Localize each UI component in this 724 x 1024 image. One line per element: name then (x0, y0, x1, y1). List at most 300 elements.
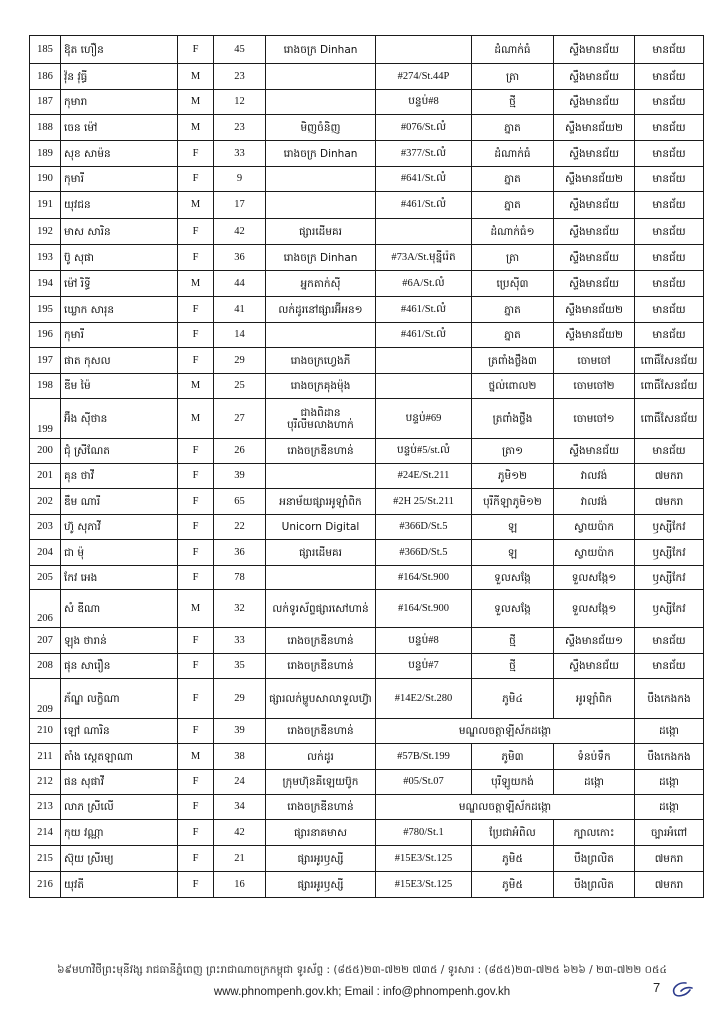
row-number-cell: 207 (30, 628, 61, 654)
age-cell: 27 (214, 399, 266, 439)
workplace-cell: Unicorn Digital (266, 515, 376, 540)
name-cell: ផុន សារឿន (61, 654, 178, 679)
sex-cell: F (178, 515, 214, 540)
table-row (30, 489, 704, 515)
sex-cell: F (178, 872, 214, 898)
house-street-cell (376, 36, 472, 64)
table-row (30, 348, 704, 374)
table-row (30, 744, 704, 770)
village-commune-merged-cell: មណ្ឌលចត្តាឡីស័កដង្កោ (376, 795, 635, 820)
village-cell: ទួលសង្កែ (472, 590, 554, 628)
table-row (30, 36, 704, 64)
row-number-cell: 211 (30, 744, 61, 770)
workplace-cell: រោងចក្រគុងម៉ុង (266, 374, 376, 399)
table-row (30, 245, 704, 271)
name-cell: យុវជន (61, 192, 178, 219)
workplace-cell: រោងចក្រ Dinhan (266, 36, 376, 64)
row-number-cell: 203 (30, 515, 61, 540)
sex-cell: F (178, 795, 214, 820)
table-body (30, 36, 704, 898)
district-cell: ឫស្សីកែវ (635, 540, 704, 566)
sex-cell: F (178, 219, 214, 245)
name-cell: ឌីម ម៉ៃ (61, 374, 178, 399)
village-cell: ភ្នាត (472, 167, 554, 192)
name-cell: ម៉ៅ រិទ្ធី (61, 271, 178, 297)
row-number-cell: 212 (30, 770, 61, 795)
table-row (30, 795, 704, 820)
age-cell: 17 (214, 192, 266, 219)
workplace-cell (266, 167, 376, 192)
commune-cell: វាលវង់ (554, 489, 635, 515)
commune-cell: បឹងព្រលិត (554, 846, 635, 872)
sex-cell: F (178, 770, 214, 795)
workplace-cell: មិញចំនិញ (266, 115, 376, 141)
village-cell: ឡ (472, 515, 554, 540)
house-street-cell: បន្ទប់#8 (376, 90, 472, 115)
table-row (30, 654, 704, 679)
house-street-cell: #164/St.900 (376, 566, 472, 590)
name-cell: ផាត កុសល (61, 348, 178, 374)
age-cell: 25 (214, 374, 266, 399)
district-cell: ៧មករា (635, 464, 704, 489)
name-cell: ផន សុផាវី (61, 770, 178, 795)
row-number-cell: 189 (30, 141, 61, 167)
table-row (30, 90, 704, 115)
workplace-cell: រោងចក្រ Dinhan (266, 141, 376, 167)
commune-cell: ស្ទឹងមានជ័យ (554, 64, 635, 90)
house-street-cell: #461/St.លំ (376, 297, 472, 323)
workplace-cell: ផ្សារនាគមាស (266, 820, 376, 846)
village-cell: ភូមិ៥ (472, 872, 554, 898)
row-number-cell: 186 (30, 64, 61, 90)
house-street-cell: បន្ទប់#7 (376, 654, 472, 679)
commune-cell: ចោមចៅ២ (554, 374, 635, 399)
row-number-cell: 185 (30, 36, 61, 64)
sex-cell: F (178, 654, 214, 679)
district-cell: មានជ័យ (635, 192, 704, 219)
village-cell: ថ្មី (472, 628, 554, 654)
district-cell: មានជ័យ (635, 141, 704, 167)
workplace-cell (266, 566, 376, 590)
table-row (30, 64, 704, 90)
age-cell: 42 (214, 820, 266, 846)
row-number-cell: 204 (30, 540, 61, 566)
commune-cell: ក្បាលកោះ (554, 820, 635, 846)
sex-cell: M (178, 399, 214, 439)
row-number-cell: 199 (30, 399, 61, 439)
commune-cell: ចោមចៅ១ (554, 399, 635, 439)
commune-cell: ទួលសង្កែ១ (554, 590, 635, 628)
village-cell: ថ្មី (472, 654, 554, 679)
sex-cell: F (178, 846, 214, 872)
row-number-cell: 213 (30, 795, 61, 820)
workplace-cell: ជាងពិដាន បុរីលីមលាងហាក់ (266, 399, 376, 439)
commune-cell: ស្ទឹងមានជ័យ (554, 439, 635, 464)
row-number-cell: 195 (30, 297, 61, 323)
district-cell: បឹងកេងកង (635, 679, 704, 719)
patient-register-table (29, 35, 704, 898)
name-cell: ប៊ូ សុផា (61, 245, 178, 271)
commune-cell: ស្ទឹងមានជ័យ (554, 245, 635, 271)
commune-cell: ទំនប់ទឹក (554, 744, 635, 770)
sex-cell: M (178, 374, 214, 399)
workplace-cell (266, 90, 376, 115)
village-cell: ថ្មី (472, 90, 554, 115)
row-number-cell: 197 (30, 348, 61, 374)
commune-cell: ស្ទឹងមានជ័យ១ (554, 628, 635, 654)
village-cell: ត្រា (472, 64, 554, 90)
house-street-cell: #366D/St.5 (376, 540, 472, 566)
name-cell: គុន ថាវី (61, 464, 178, 489)
house-street-cell: #2H 25/St.211 (376, 489, 472, 515)
name-cell: ជុំ ស្រីណែត (61, 439, 178, 464)
age-cell: 39 (214, 719, 266, 744)
workplace-cell: ផ្សារអូរឫស្សី (266, 872, 376, 898)
row-number-cell: 201 (30, 464, 61, 489)
sex-cell: F (178, 719, 214, 744)
sex-cell: M (178, 192, 214, 219)
house-street-cell (376, 219, 472, 245)
name-cell: ឡៅ ណារិន (61, 719, 178, 744)
commune-cell: ស្ទឹងមានជ័យ (554, 192, 635, 219)
age-cell: 41 (214, 297, 266, 323)
house-street-cell: #73A/St.មុន្នីរ៉េត (376, 245, 472, 271)
sex-cell: F (178, 439, 214, 464)
row-number-cell: 187 (30, 90, 61, 115)
row-number-cell: 200 (30, 439, 61, 464)
table-row (30, 679, 704, 719)
row-number-cell: 198 (30, 374, 61, 399)
row-number-cell: 215 (30, 846, 61, 872)
name-cell: កុមារី (61, 167, 178, 192)
row-number-cell: 205 (30, 566, 61, 590)
district-cell: មានជ័យ (635, 245, 704, 271)
age-cell: 14 (214, 323, 266, 348)
commune-cell: ស្ទឹងមានជ័យ (554, 219, 635, 245)
district-cell: បឹងកេងកង (635, 744, 704, 770)
age-cell: 78 (214, 566, 266, 590)
row-number-cell: 196 (30, 323, 61, 348)
name-cell: ជា ម៉ុ (61, 540, 178, 566)
table-row (30, 167, 704, 192)
row-number-cell: 190 (30, 167, 61, 192)
age-cell: 23 (214, 64, 266, 90)
name-cell: តាំង ស្តេតឡាណា (61, 744, 178, 770)
table-row (30, 464, 704, 489)
district-cell: មានជ័យ (635, 439, 704, 464)
name-cell: ឱុត ហឿន (61, 36, 178, 64)
house-street-cell: #164/St.900 (376, 590, 472, 628)
workplace-cell: លក់ទូរស័ព្ទផ្សារសៅហាន់ (266, 590, 376, 628)
district-cell: ពោធិ៍សែនជ័យ (635, 374, 704, 399)
district-cell: ដង្កោ (635, 795, 704, 820)
workplace-cell: រោងចក្រហ្វេងភី (266, 348, 376, 374)
age-cell: 33 (214, 628, 266, 654)
age-cell: 44 (214, 271, 266, 297)
village-cell: ប្រែជាអំពិល (472, 820, 554, 846)
district-cell: មានជ័យ (635, 167, 704, 192)
table-row (30, 323, 704, 348)
table-row (30, 115, 704, 141)
row-number-cell: 194 (30, 271, 61, 297)
village-cell: ឡ (472, 540, 554, 566)
district-cell: មានជ័យ (635, 323, 704, 348)
age-cell: 42 (214, 219, 266, 245)
sex-cell: F (178, 297, 214, 323)
name-cell: កុយ វណ្ណា (61, 820, 178, 846)
row-number-cell: 202 (30, 489, 61, 515)
table-row (30, 846, 704, 872)
village-cell: ភ្នាត (472, 115, 554, 141)
district-cell: មានជ័យ (635, 654, 704, 679)
row-number-cell: 208 (30, 654, 61, 679)
district-cell: មានជ័យ (635, 64, 704, 90)
house-street-cell (376, 374, 472, 399)
commune-cell: ស្ទឹងមានជ័យ២ (554, 115, 635, 141)
table-row (30, 192, 704, 219)
district-cell: ឫស្សីកែវ (635, 515, 704, 540)
row-number-cell: 191 (30, 192, 61, 219)
row-number-cell: 192 (30, 219, 61, 245)
commune-cell: ស្ទឹងមានជ័យ២ (554, 323, 635, 348)
row-number-cell: 188 (30, 115, 61, 141)
village-cell: ភូមិ៥ (472, 846, 554, 872)
commune-cell: បឹងព្រលិត (554, 872, 635, 898)
village-cell: ត្រពាំងថ្លឹង (472, 399, 554, 439)
district-cell: ពោធិ៍សែនជ័យ (635, 348, 704, 374)
district-cell: ៧មករា (635, 872, 704, 898)
sex-cell: F (178, 566, 214, 590)
district-cell: មានជ័យ (635, 297, 704, 323)
district-cell: ឫស្សីកែវ (635, 590, 704, 628)
name-cell: ឡុង ថារាន់ (61, 628, 178, 654)
sex-cell: F (178, 141, 214, 167)
workplace-cell: ផ្សារអូរឫស្សី (266, 846, 376, 872)
name-cell: ឌឹម ណារី (61, 489, 178, 515)
commune-cell: ទួលសង្កែ១ (554, 566, 635, 590)
house-street-cell: បន្ទប់#5/st.លំ (376, 439, 472, 464)
commune-cell: ដង្កោ (554, 770, 635, 795)
name-cell: ភ័ណ្ឌ លក្ខិណា (61, 679, 178, 719)
commune-cell: ស្ទឹងមានជ័យ (554, 271, 635, 297)
name-cell: សុខ សាម៉ន (61, 141, 178, 167)
workplace-cell: ក្រុមហ៊ុនគីឡេយប៊ូក (266, 770, 376, 795)
commune-cell: ស្ទឹងមានជ័យ២ (554, 167, 635, 192)
district-cell: មានជ័យ (635, 90, 704, 115)
age-cell: 32 (214, 590, 266, 628)
age-cell: 36 (214, 245, 266, 271)
district-cell: មានជ័យ (635, 36, 704, 64)
district-cell: ច្បារអំពៅ (635, 820, 704, 846)
house-street-cell: #461/St.លំ (376, 323, 472, 348)
age-cell: 9 (214, 167, 266, 192)
table-row (30, 590, 704, 628)
age-cell: 38 (214, 744, 266, 770)
sex-cell: M (178, 90, 214, 115)
table-row (30, 770, 704, 795)
workplace-cell: រោងចក្រ Dinhan (266, 245, 376, 271)
workplace-cell: ផ្សារដើមគរ (266, 219, 376, 245)
house-street-cell (376, 348, 472, 374)
sex-cell: M (178, 115, 214, 141)
table-row (30, 515, 704, 540)
age-cell: 12 (214, 90, 266, 115)
row-number-cell: 206 (30, 590, 61, 628)
age-cell: 35 (214, 654, 266, 679)
row-number-cell: 216 (30, 872, 61, 898)
age-cell: 65 (214, 489, 266, 515)
village-cell: ភ្នាត (472, 192, 554, 219)
house-street-cell: #6A/St.លំ (376, 271, 472, 297)
district-cell: ដង្កោ (635, 719, 704, 744)
sex-cell: F (178, 679, 214, 719)
table-row (30, 141, 704, 167)
house-street-cell: #274/St.44P (376, 64, 472, 90)
village-cell: ដំណាក់ធំ១ (472, 219, 554, 245)
district-cell: មានជ័យ (635, 628, 704, 654)
age-cell: 23 (214, 115, 266, 141)
district-cell: មានជ័យ (635, 219, 704, 245)
commune-cell: ស្ទឹងមានជ័យ២ (554, 297, 635, 323)
row-number-cell: 214 (30, 820, 61, 846)
workplace-cell: រោងចក្រឌីនហាន់ (266, 628, 376, 654)
district-cell: មានជ័យ (635, 271, 704, 297)
sex-cell: F (178, 323, 214, 348)
workplace-cell: អ្នកតាក់ស៊ី (266, 271, 376, 297)
house-street-cell: #14E2/St.280 (376, 679, 472, 719)
sex-cell: F (178, 628, 214, 654)
house-street-cell: #57B/St.199 (376, 744, 472, 770)
village-cell: ត្រា១ (472, 439, 554, 464)
table-row (30, 374, 704, 399)
house-street-cell: បន្ទប់#8 (376, 628, 472, 654)
table-row (30, 566, 704, 590)
age-cell: 21 (214, 846, 266, 872)
village-cell: បុរីឡូយកង់ (472, 770, 554, 795)
workplace-cell: អនាម័យផ្សារអូឡាំពិក (266, 489, 376, 515)
workplace-cell: រោងចក្រឌីនហាន់ (266, 654, 376, 679)
table-row (30, 719, 704, 744)
commune-cell: អូរឡាំពិក (554, 679, 635, 719)
name-cell: អ៊ឹង ស៊ីថាន (61, 399, 178, 439)
house-street-cell: #366D/St.5 (376, 515, 472, 540)
sex-cell: F (178, 489, 214, 515)
table-row (30, 271, 704, 297)
age-cell: 24 (214, 770, 266, 795)
village-cell: ប្រេស៊ី៣ (472, 271, 554, 297)
row-number-cell: 193 (30, 245, 61, 271)
age-cell: 34 (214, 795, 266, 820)
district-cell: ៧មករា (635, 846, 704, 872)
village-commune-merged-cell: មណ្ឌលចត្តាឡីស័កដង្កោ (376, 719, 635, 744)
house-street-cell: #15E3/St.125 (376, 872, 472, 898)
house-street-cell: #05/St.07 (376, 770, 472, 795)
table-row (30, 439, 704, 464)
name-cell: កុមារា (61, 90, 178, 115)
name-cell: មាស សារិន (61, 219, 178, 245)
name-cell: វ៉ុន វុធ្ធី (61, 64, 178, 90)
age-cell: 26 (214, 439, 266, 464)
name-cell: លាភ ស្រីលើ (61, 795, 178, 820)
page-number: 7 (653, 980, 661, 995)
house-street-cell: #641/St.លំ (376, 167, 472, 192)
age-cell: 22 (214, 515, 266, 540)
name-cell: កែវ អេង (61, 566, 178, 590)
sex-cell: F (178, 348, 214, 374)
village-cell: ភ្នាត (472, 297, 554, 323)
commune-cell: វាលវង់ (554, 464, 635, 489)
commune-cell: ស្ទឹងមានជ័យ (554, 90, 635, 115)
workplace-cell (266, 192, 376, 219)
village-cell: ភូមិ៤ (472, 679, 554, 719)
row-number-cell: 209 (30, 679, 61, 719)
footer-address: ៦៩មហាវិថីព្រះមុនីវង្ស រាជធានីភ្នំពេញ ព្រះរាជាណាចក្រកម្ពុជា ទូរស័ព្ទ : (៨៥៥)២៣-៧២២ ៧៣៥ / ទូរសារ : (៨៥៥)២៣-៧២៥ ៦២៦ / ២៣-៧២២ ០៥៤ (57, 964, 667, 976)
village-cell: ដំណាក់ធំ (472, 36, 554, 64)
workplace-cell: លក់ដូរនៅផ្សារអ៊ីអន១ (266, 297, 376, 323)
house-street-cell: #780/St.1 (376, 820, 472, 846)
sex-cell: M (178, 744, 214, 770)
table-row (30, 628, 704, 654)
age-cell: 36 (214, 540, 266, 566)
workplace-cell (266, 64, 376, 90)
commune-cell: ស្វាយប៉ាក (554, 515, 635, 540)
name-cell: យុវតី (61, 872, 178, 898)
sex-cell: F (178, 245, 214, 271)
name-cell: កុមារី (61, 323, 178, 348)
workplace-cell: ផ្សារលក់ម្ហូបសាលាទួលហ៊្វា (266, 679, 376, 719)
village-cell: ភូមិ៣ (472, 744, 554, 770)
age-cell: 16 (214, 872, 266, 898)
house-street-cell: #076/St.លំ (376, 115, 472, 141)
district-cell: មានជ័យ (635, 115, 704, 141)
workplace-cell: ផ្សារដើមគរ (266, 540, 376, 566)
age-cell: 45 (214, 36, 266, 64)
initials-mark-icon (668, 978, 696, 1000)
commune-cell: ចោមចៅ (554, 348, 635, 374)
house-street-cell: #24E/St.211 (376, 464, 472, 489)
district-cell: ឫស្សីកែវ (635, 566, 704, 590)
house-street-cell: #15E3/St.125 (376, 846, 472, 872)
commune-cell: ស្ទឹងមានជ័យ (554, 654, 635, 679)
commune-cell: ស្វាយប៉ាក (554, 540, 635, 566)
workplace-cell: លក់ដូរ (266, 744, 376, 770)
sex-cell: M (178, 64, 214, 90)
sex-cell: F (178, 167, 214, 192)
commune-cell: ស្ទឹងមានជ័យ (554, 141, 635, 167)
house-street-cell: បន្ទប់#69 (376, 399, 472, 439)
village-cell: ដំណាក់ធំ (472, 141, 554, 167)
age-cell: 29 (214, 679, 266, 719)
district-cell: ពោធិ៍សែនជ័យ (635, 399, 704, 439)
age-cell: 33 (214, 141, 266, 167)
sex-cell: M (178, 271, 214, 297)
house-street-cell: #461/St.លំ (376, 192, 472, 219)
age-cell: 29 (214, 348, 266, 374)
sex-cell: M (178, 590, 214, 628)
workplace-cell (266, 464, 376, 489)
name-cell: ហ៊ូ សុភាវី (61, 515, 178, 540)
name-cell: ស៊ុយ ស្រីរម្យ (61, 846, 178, 872)
row-number-cell: 210 (30, 719, 61, 744)
sex-cell: F (178, 540, 214, 566)
workplace-cell (266, 323, 376, 348)
table-row (30, 219, 704, 245)
sex-cell: F (178, 820, 214, 846)
table-row (30, 872, 704, 898)
name-cell: ឃ្លោក សារុន (61, 297, 178, 323)
footer-web-contact: www.phnompenh.gov.kh; Email : info@phnompenh.gov.kh (213, 986, 511, 998)
village-cell: ភ្នាត (472, 323, 554, 348)
